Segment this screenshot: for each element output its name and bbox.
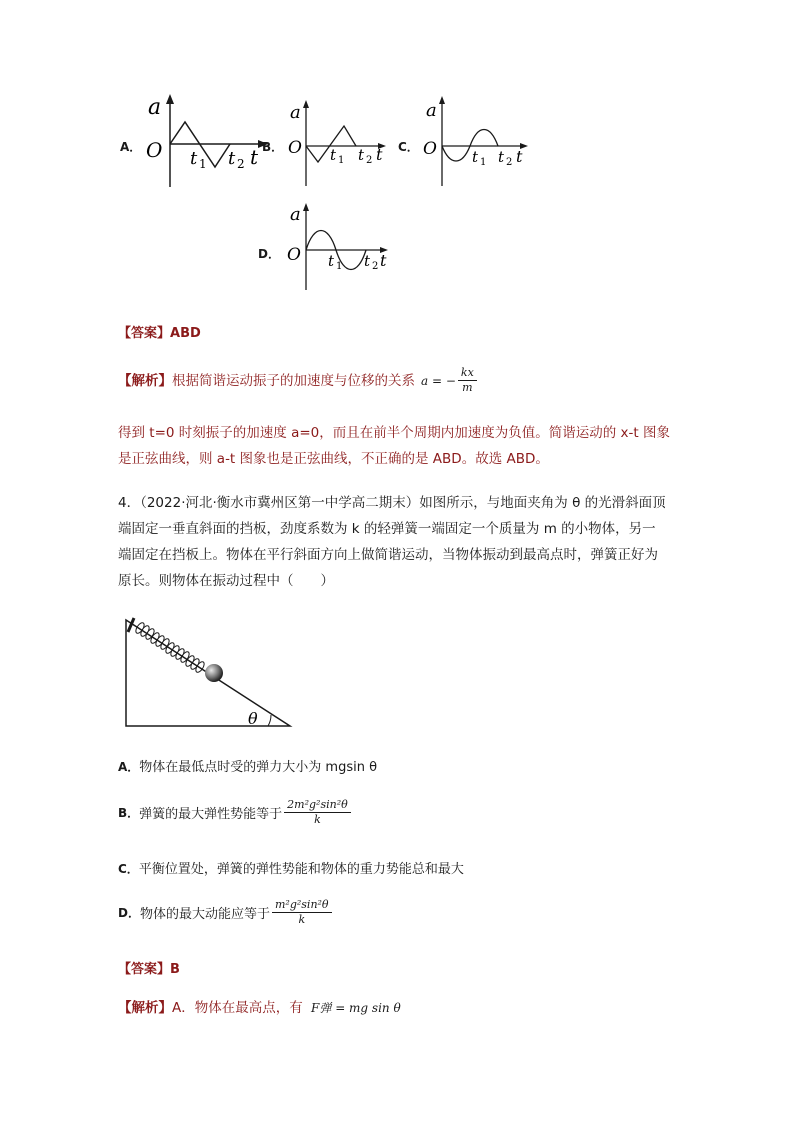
q3-analysis-text: 根据简谐运动振子的加速度与位移的关系 <box>172 372 415 389</box>
graph-c <box>418 94 536 192</box>
graph-c-svg <box>418 94 536 188</box>
graph-c-origin: O <box>423 139 437 159</box>
choice-c-text: 平衡位置处，弹簧的弹性势能和物体的重力势能总和最大 <box>138 862 464 877</box>
choice-b-den: k <box>314 813 321 826</box>
option-c-label: C． <box>398 140 419 154</box>
graph-c-t2: t <box>498 148 505 166</box>
graph-a-t1: t <box>190 148 198 169</box>
graph-c-curve <box>442 130 498 162</box>
q3-answer-tag: 【答案】 <box>118 326 171 341</box>
choice-a-label: A． <box>118 760 140 774</box>
q4-stem-line3: 端固定在挡板上。物体在平行斜面方向上做简谐运动，当物体振动到最高点时，弹簧正好为 <box>118 547 658 563</box>
q4-stem-line1: 4．（2022·河北·衡水市冀州区第一中学高二期末）如图所示，与地面夹角为 θ 的光滑斜面顶 <box>118 495 666 511</box>
graph-d-t1-sub: 1 <box>336 261 343 272</box>
q3-answer-value: ABD <box>170 326 201 341</box>
graph-d-t2: t <box>364 252 371 270</box>
q4-analysis-line1 <box>118 995 401 1021</box>
graph-a-origin: O <box>146 138 163 162</box>
choice-a <box>118 756 377 775</box>
graph-d-xaxis-label: t <box>380 251 387 270</box>
choice-d <box>118 898 334 927</box>
angle-theta-label: θ <box>248 709 258 728</box>
graph-b-svg <box>282 98 392 188</box>
graph-b-t1-sub: 1 <box>338 155 345 166</box>
q4-stem-line4: 原长。则物体在振动过程中（ ） <box>118 573 334 589</box>
graph-b-origin: O <box>288 138 302 158</box>
graph-a-svg <box>140 92 280 192</box>
graph-b-t2-sub: 2 <box>366 155 373 166</box>
choice-a-text: 物体在最低点时受的弹力大小为 mgsin θ <box>139 760 378 775</box>
incline-figure <box>118 612 298 738</box>
q3-analysis-line2: 得到 t=0 时刻振子的加速度 a=0，而且在前半个周期内加速度为负值。简谐运动的 x-t 图象 <box>118 425 670 441</box>
graph-d <box>282 202 394 296</box>
q3-analysis-line1 <box>118 366 479 395</box>
q3-formula-num: kx <box>458 366 477 381</box>
graph-b <box>282 98 392 192</box>
graph-c-t1: t <box>472 148 479 166</box>
graph-a-t2: t <box>228 148 236 169</box>
choice-d-text: 物体的最大动能应等于 <box>139 907 270 922</box>
graph-d-t1: t <box>328 252 335 270</box>
q3-formula-fraction <box>458 366 477 395</box>
q3-analysis-line3: 是正弦曲线，则 a-t 图象也是正弦曲线，不正确的是 ABD。故选 ABD。 <box>118 451 549 467</box>
choice-b-num: 2m²g²sin²θ <box>284 798 351 813</box>
spring <box>134 621 206 673</box>
q4-stem-line2: 端固定一垂直斜面的挡板，劲度系数为 k 的轻弹簧一端固定一个质量为 m 的小物体，另一 <box>118 521 656 537</box>
graph-a-t1-sub: 1 <box>199 157 207 171</box>
choice-b <box>118 798 353 827</box>
choice-d-label: D． <box>118 906 140 920</box>
q4-answer-value: B <box>170 962 180 977</box>
incline-svg <box>118 612 298 734</box>
choice-d-num: m²g²sin²θ <box>272 898 332 913</box>
option-a-label: A． <box>120 140 142 154</box>
graph-d-origin: O <box>287 245 301 265</box>
option-b-label: B． <box>262 140 284 154</box>
graph-d-yaxis-label: a <box>290 204 301 225</box>
q3-formula-lhs: a = − <box>421 373 456 388</box>
q4-answer <box>118 958 180 977</box>
graph-a-t2-sub: 2 <box>237 157 245 171</box>
q4-analysis-text: A．物体在最高点，有 <box>172 1000 303 1016</box>
q3-formula-den: m <box>462 381 473 394</box>
graph-c-t1-sub: 1 <box>480 157 487 168</box>
graph-a <box>140 92 280 196</box>
choice-d-den: k <box>298 913 306 926</box>
graph-c-xaxis-label: t <box>516 147 523 166</box>
graph-a-yaxis-label: a <box>148 95 162 120</box>
choice-b-text: 弹簧的最大弹性势能等于 <box>139 807 283 822</box>
graph-a-xaxis-label: t <box>250 145 259 169</box>
graph-b-t2: t <box>358 146 365 164</box>
q3-analysis-tag: 【解析】 <box>118 372 172 389</box>
choice-b-label: B． <box>118 806 140 820</box>
q4-analysis-tag: 【解析】 <box>118 1000 172 1016</box>
choice-d-fraction <box>272 898 332 927</box>
graph-d-t2-sub: 2 <box>372 261 379 272</box>
q4-analysis-formula: F弹 = mg sin θ <box>311 1001 401 1015</box>
q4-answer-tag: 【答案】 <box>118 962 171 977</box>
ball <box>205 664 223 682</box>
graph-b-xaxis-label: t <box>376 145 383 164</box>
graph-d-svg <box>282 202 394 292</box>
option-d-label: D． <box>258 247 280 261</box>
choice-b-fraction <box>284 798 351 827</box>
q3-answer <box>118 322 201 341</box>
choice-c <box>118 858 464 877</box>
graph-b-t1: t <box>330 146 337 164</box>
graph-c-t2-sub: 2 <box>506 157 513 168</box>
graph-c-yaxis-label: a <box>426 100 437 121</box>
graph-b-yaxis-label: a <box>290 102 301 123</box>
choice-c-label: C． <box>118 862 139 876</box>
